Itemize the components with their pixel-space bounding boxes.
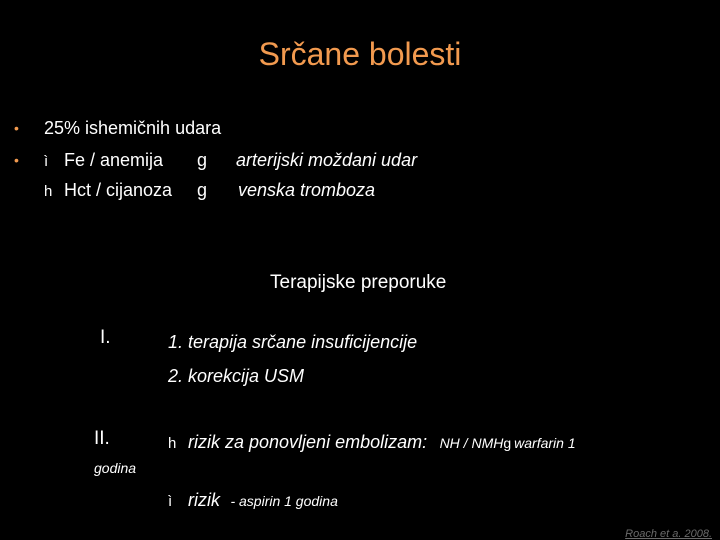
decrease-symbol-icon: h: [168, 435, 177, 452]
roman-two: II.: [94, 428, 110, 449]
section-heading: Terapijske preporuke: [270, 272, 447, 293]
rec1-item2: 2. korekcija USM: [168, 366, 305, 386]
increase-symbol-icon: ì: [168, 493, 173, 510]
arrow-icon: g: [197, 180, 208, 200]
rec2-line1-detail-b: warfarin 1: [514, 435, 576, 451]
godina-label: godina: [94, 460, 137, 476]
bullet-dot: •: [14, 120, 19, 136]
bullet-cyanosis-line: [44, 180, 172, 201]
rec2-line2: [168, 490, 338, 511]
rec2-line2-detail: - aspirin 1 godina: [230, 493, 338, 509]
increase-symbol-icon: ì: [44, 153, 49, 170]
bullet-ischemic: 25% ishemičnih udara: [44, 118, 222, 138]
bullet-dot: •: [14, 152, 19, 168]
citation: Roach et a. 2008.: [625, 528, 712, 540]
arterial-stroke-text: arterijski moždani udar: [236, 150, 418, 170]
roman-one: I.: [100, 327, 111, 348]
arrow-icon: g: [503, 435, 512, 451]
bullet-anemia-line: [44, 150, 163, 171]
decrease-symbol-icon: h: [44, 183, 53, 200]
cyanosis-text: Hct / cijanoza: [64, 180, 173, 200]
rec2-line1-text: rizik za ponovljeni embolizam:: [188, 432, 428, 452]
venous-thrombosis-text: venska tromboza: [238, 180, 376, 200]
rec2-line1-detail-a: NH / NMH: [439, 435, 504, 451]
slide-title: Srčane bolesti: [258, 36, 462, 72]
rec2-line1: [168, 432, 576, 453]
anemia-text: Fe / anemija: [64, 150, 164, 170]
arrow-icon: g: [197, 150, 208, 170]
rec1-item1: 1. terapija srčane insuficijencije: [168, 332, 418, 352]
rec2-line2-text: rizik: [188, 490, 220, 510]
